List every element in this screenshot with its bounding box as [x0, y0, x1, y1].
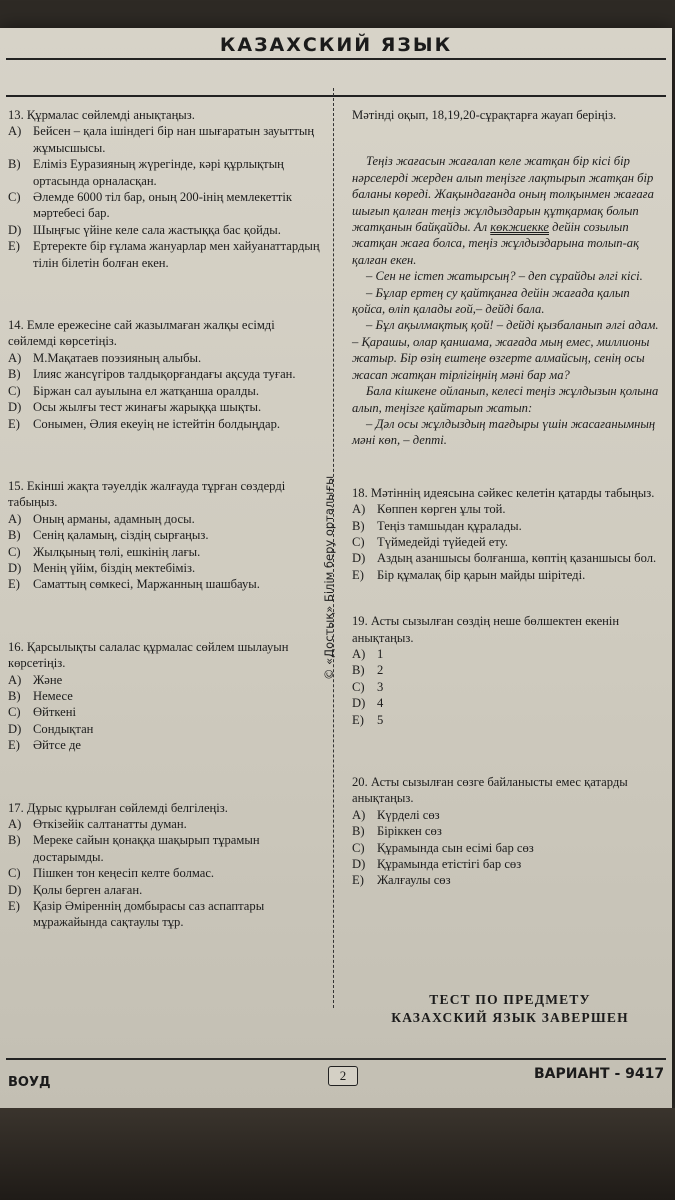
page-title: КАЗАХСКИЙ ЯЗЫК — [219, 34, 453, 56]
option-13d[interactable]: D) Шыңғыс үйіне келе сала жастыққа бас қойды. — [8, 222, 281, 237]
option-20d[interactable]: D) Құрамында етістігі бар сөз — [352, 857, 522, 872]
option-19c[interactable]: C) 3 — [352, 679, 384, 694]
option-20a[interactable]: A) Күрделі сөз — [352, 807, 440, 822]
option-19b[interactable]: B) 2 — [352, 663, 384, 678]
option-19d[interactable]: D) 4 — [352, 696, 384, 711]
option-20c[interactable]: C) Құрамында сын есімі бар сөз — [352, 840, 534, 855]
option-16d[interactable]: D) Сондықтан — [8, 721, 94, 736]
option-16e[interactable]: E) Әйтсе де — [8, 738, 81, 753]
right-column — [352, 107, 660, 889]
option-15b[interactable]: B) Сенің қаламың, сіздің сырғаңыз. — [8, 528, 209, 543]
variant-label: ВАРИАНТ - 9417 — [534, 1066, 665, 1082]
option-16a[interactable]: A) Және — [8, 672, 63, 687]
title-rule-top — [6, 58, 666, 60]
option-18e[interactable]: E) Бір құмалақ бір қарын майды шірітеді. — [352, 567, 586, 582]
footer-rule — [6, 1058, 666, 1060]
footer-left-mark: ВОУД — [8, 1075, 51, 1090]
passage-paragraph: Теңіз жағасын жағалап келе жатқан бір кісі бір нәрселерді жерден алып теңізге лақтырып жатқан бір баланы көреді. Жақындағанда оның толқынмен жағаға шығып қалған теңіз жұлдыздарын құтқармақ болып жатқанын байқайды. Ал көкжиекке дейін созылып жатқан жаға болса, теңіз жұлдыздарына толып-ақ қалған екен. — [352, 154, 654, 267]
option-13c[interactable]: C) Әлемде 6000 тіл бар, оның 200-інің мемлекеттік мәртебесі бар. — [8, 190, 292, 221]
question-14: 14. Емле ережесіне сай жазылмаған жалқы есімді сөйлемді көрсетіңіз. A) М.Мақатаев поэзияның алыбы. B) Ілияс жансүгіров талдықорғандағы ақсуда туған. C) Біржан сал ауылына ел жатқанша оралды. D) Осы жылғы тест жинағы жарыққа шықты. E) Сонымен, Әлия екеуің не істейтін болдыңдар. — [8, 317, 320, 432]
option-18b[interactable]: B) Теңіз тамшыдан құралады. — [352, 518, 522, 533]
page-number: 2 — [328, 1066, 358, 1086]
passage-paragraph: – Бұлар ертең су қайтқанға дейін жағада қалып қойса, өліп қалады ғой,– дейді бала. — [352, 285, 630, 317]
question-15: 15. Екінші жақта тәуелдік жалғауда тұрған сөздерді табыңыз. A) Оның арманы, адамның досы. B) Сенің қаламың, сіздің сырғаңыз. C) Жылқының төлі, ешкінің лағы. D) Менің үйім, біздің мектебіміз. E) Саматтың сөмкесі, Маржанның шашбауы. — [8, 478, 320, 593]
option-13a[interactable]: A) Бейсен – қала ішіндегі бір нан шығаратын зауыттың жұмысшысы. — [8, 124, 315, 155]
reading-passage — [352, 153, 660, 448]
option-19a[interactable]: A) 1 — [352, 646, 384, 661]
option-15e[interactable]: E) Саматтың сөмкесі, Маржанның шашбауы. — [8, 577, 260, 592]
option-20b[interactable]: B) Біріккен сөз — [352, 824, 442, 839]
question-18: 18. Мәтіннің идеясына сәйкес келетін қатарды табыңыз. A) Көппен көрген ұлы той. B) Теңіз тамшыдан құралады. C) Түймедейді түйедей ету. D) Аздың азаншысы болғанша, көптің қазаншысы бол. E) Бір құмалақ бір қарын майды шірітеді. — [352, 485, 660, 583]
question-16: 16. Қарсылықты салалас құрмалас сөйлем шылауын көрсетіңіз. A) Және B) Немесе C) Өйткені D) Сондықтан E) Әйтсе де — [8, 639, 320, 754]
publisher-caption: © «Достық» Білім беру орталығы — [322, 475, 336, 680]
option-16c[interactable]: C) Өйткені — [8, 705, 76, 720]
option-16b[interactable]: B) Немесе — [8, 688, 73, 703]
option-17b[interactable]: B) Мереке сайын қонаққа шақырып тұрамын достарымды. — [8, 833, 260, 864]
option-17a[interactable]: A) Өткізейік салтанатты думан. — [8, 817, 187, 831]
option-14e[interactable]: E) Сонымен, Әлия екеуің не істейтін болдыңдар. — [8, 416, 281, 431]
option-17e[interactable]: E) Қазір Әміреннің домбырасы саз аспаптары мұражайында сақтаулы тұр. — [8, 899, 265, 930]
passage-instruction: Мәтінді оқып, 18,19,20-сұрақтарға жауап беріңіз. — [352, 108, 617, 122]
passage-paragraph: Бала кішкене ойланып, келесі теңіз жұлдызын қолына алып, теңізге қайтарып жатып: — [352, 384, 659, 415]
option-17c[interactable]: C) Пішкен тон кеңесіп келте болмас. — [8, 866, 215, 881]
end-notice-line1: ТЕСТ ПО ПРЕДМЕТУ — [429, 992, 591, 1007]
option-13b[interactable]: B) Еліміз Еуразияның жүрегінде, кәрі құрлықтың ортасында орналасқан. — [8, 157, 284, 188]
option-20e[interactable]: E) Жалғаулы сөз — [352, 873, 451, 888]
underlined-word: көкжиекке — [490, 220, 549, 235]
question-19: 19. Асты сызылған сөздің неше бөлшектен екенін анықтаңыз. A) 1 B) 2 C) 3 D) 4 E) 5 — [352, 613, 660, 728]
option-13e[interactable]: E) Ертеректе бір ғұлама жануарлар мен хайуанаттардың тілін білетін болған екен. — [8, 239, 320, 270]
option-19e[interactable]: E) 5 — [352, 712, 384, 727]
option-15a[interactable]: A) Оның арманы, адамның досы. — [8, 511, 195, 526]
option-14c[interactable]: C) Біржан сал ауылына ел жатқанша оралды. — [8, 383, 259, 398]
passage-paragraph: – Бұл ақылмақтық қой! – дейді қызбаланып әлгі адам. – Қарашы, олар қаншама, жағада мың емес, миллионы жатыр. Бір өзің ештеңе өзгерте алмайсың, сенің осы жасап жатқан тірлігіңнің мәні бар ма? — [352, 318, 659, 382]
title-rule-bottom — [6, 95, 666, 97]
table-surface — [0, 1108, 675, 1200]
option-18d[interactable]: D) Аздың азаншысы болғанша, көптің қазаншысы бол. — [352, 551, 657, 566]
left-column — [8, 107, 320, 931]
question-20: 20. Асты сызылған сөзге байланысты емес қатарды анықтаңыз. A) Күрделі сөз B) Біріккен сөз C) Құрамында сын есімі бар сөз D) Құрамында етістігі бар сөз E) Жалғаулы сөз — [352, 774, 660, 889]
option-15d[interactable]: D) Менің үйім, біздің мектебіміз. — [8, 560, 196, 575]
option-18a[interactable]: A) Көппен көрген ұлы той. — [352, 502, 506, 517]
option-14b[interactable]: B) Ілияс жансүгіров талдықорғандағы ақсуда туған. — [8, 367, 296, 382]
passage-paragraph: – Дәл осы жұлдыздың тағдыры үшін жасағанымның мәні көп, – депті. — [352, 416, 656, 448]
option-18c[interactable]: C) Түймедейді түйедей ету. — [352, 534, 508, 549]
question-17: 17. Дұрыс құрылған сөйлемді белгілеңіз. A) Өткізейік салтанатты думан. B) Мереке сайын қонаққа шақырып тұрамын достарымды. C) Пішкен тон кеңесіп келте болмас. D) Қолы берген алаған. E) Қазір Әміреннің домбырасы саз аспаптары мұражайында сақтаулы тұр. — [8, 800, 320, 931]
option-17d[interactable]: D) Қолы берген алаған. — [8, 882, 143, 897]
passage-paragraph: – Сен не істеп жатырсың? – деп сұрайды әлгі кісі. — [366, 269, 643, 284]
option-14a[interactable]: A) М.Мақатаев поэзияның алыбы. — [8, 350, 202, 365]
option-15c[interactable]: C) Жылқының төлі, ешкінің лағы. — [8, 544, 201, 559]
end-notice-line2: КАЗАХСКИЙ ЯЗЫК ЗАВЕРШЕН — [391, 1010, 629, 1025]
question-13: 13. Құрмалас сөйлемді анықтаңыз. A) Бейсен – қала ішіндегі бір нан шығаратын зауыттың жұмысшысы. B) Еліміз Еуразияның жүрегінде, кәрі құрлықтың ортасында орналасқан. C) Әлемде 6000 тіл бар, оның 200-інің мемлекеттік мәртебесі бар. D) Шыңғыс үйіне келе сала жастыққа бас қойды. E) Ертеректе бір ғұлама жануарлар мен хайуанаттардың тілін білетін болған екен. — [8, 108, 320, 270]
option-14d[interactable]: D) Осы жылғы тест жинағы жарыққа шықты. — [8, 400, 262, 415]
